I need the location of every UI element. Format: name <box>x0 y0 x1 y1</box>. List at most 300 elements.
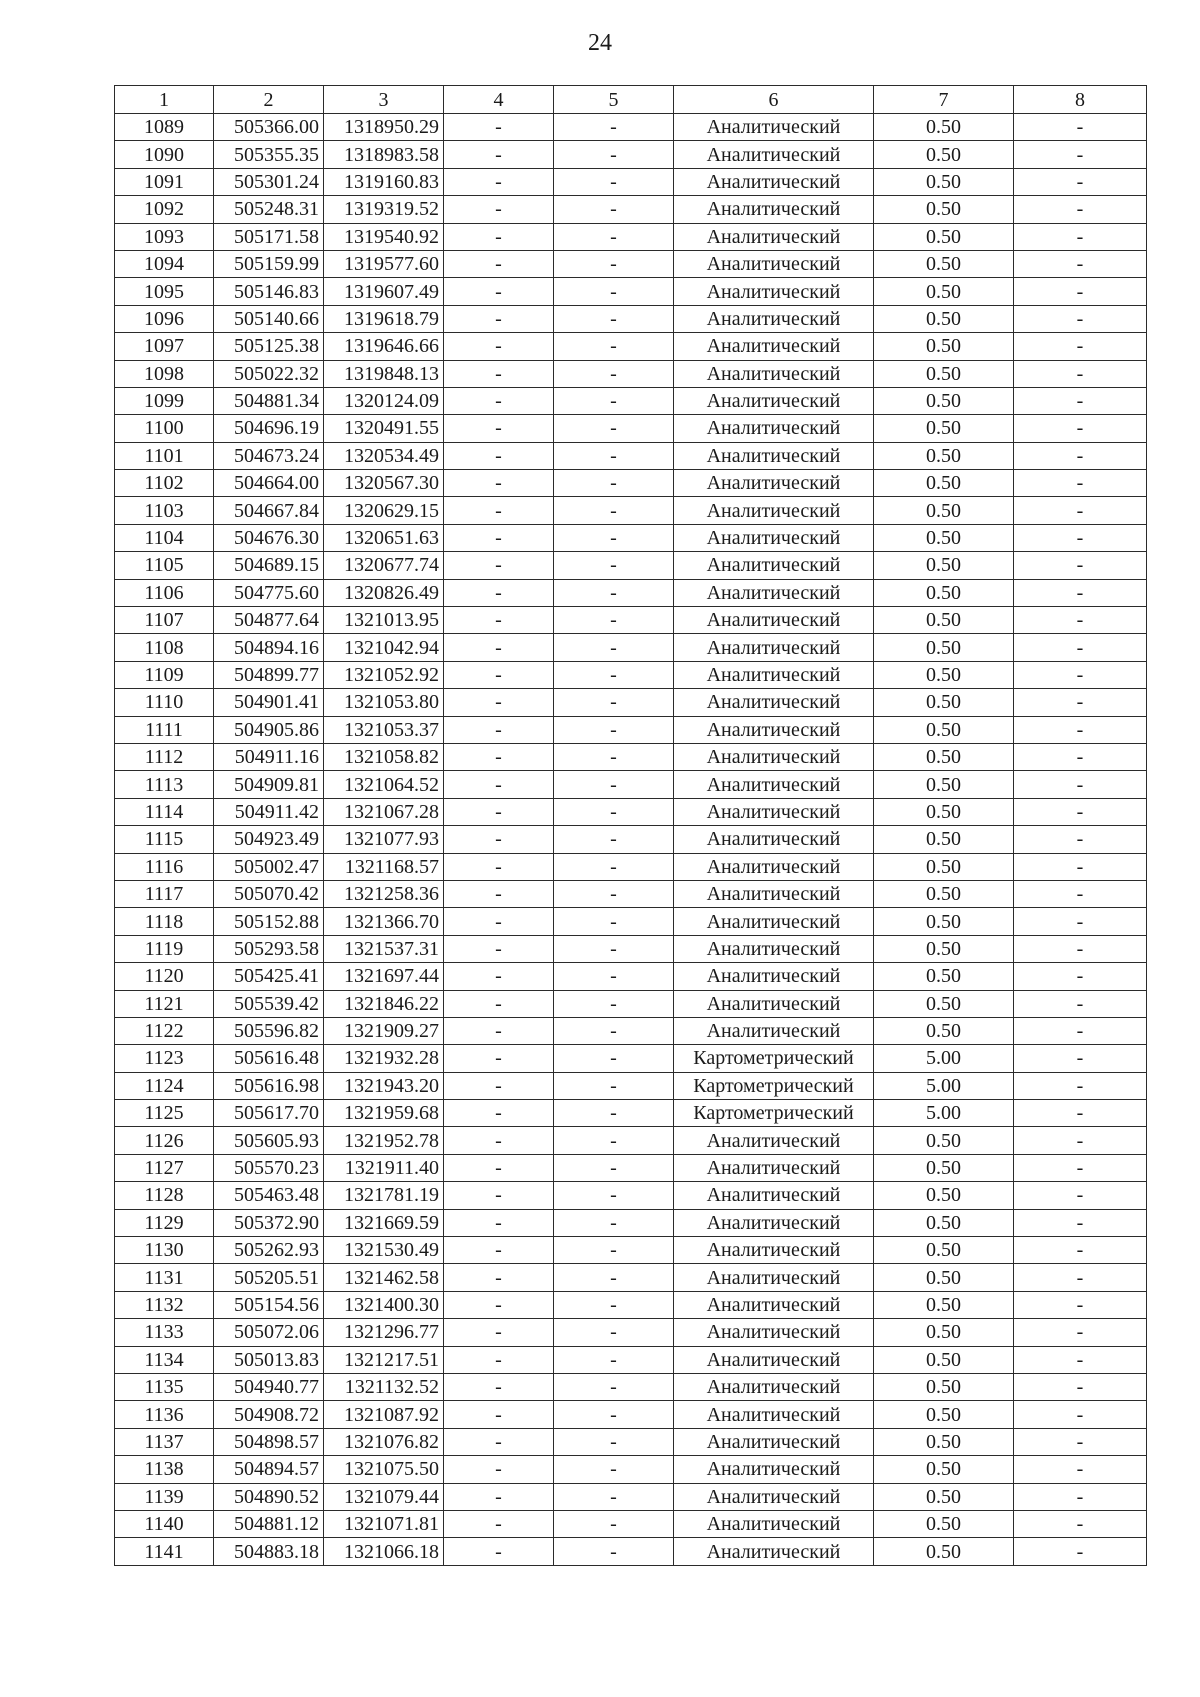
accuracy-cell: 0.50 <box>874 1346 1014 1373</box>
column-4-cell: - <box>444 278 554 305</box>
column-4-cell: - <box>444 1319 554 1346</box>
column-8-cell: - <box>1014 689 1147 716</box>
column-8-cell: - <box>1014 415 1147 442</box>
point-number-cell: 1096 <box>115 305 214 332</box>
column-8-cell: - <box>1014 908 1147 935</box>
method-cell: Аналитический <box>674 716 874 743</box>
column-header: 3 <box>324 86 444 114</box>
method-cell: Аналитический <box>674 1127 874 1154</box>
accuracy-cell: 0.50 <box>874 771 1014 798</box>
x-coordinate-cell: 504899.77 <box>214 661 324 688</box>
column-8-cell: - <box>1014 634 1147 661</box>
y-coordinate-cell: 1320534.49 <box>324 442 444 469</box>
column-8-cell: - <box>1014 168 1147 195</box>
x-coordinate-cell: 505605.93 <box>214 1127 324 1154</box>
column-8-cell: - <box>1014 1456 1147 1483</box>
y-coordinate-cell: 1320651.63 <box>324 524 444 551</box>
x-coordinate-cell: 505070.42 <box>214 880 324 907</box>
x-coordinate-cell: 504923.49 <box>214 826 324 853</box>
accuracy-cell: 0.50 <box>874 1456 1014 1483</box>
table-row <box>115 442 1147 469</box>
x-coordinate-cell: 504894.16 <box>214 634 324 661</box>
method-cell: Аналитический <box>674 1510 874 1537</box>
table-row <box>115 880 1147 907</box>
column-5-cell: - <box>554 1510 674 1537</box>
x-coordinate-cell: 505002.47 <box>214 853 324 880</box>
point-number-cell: 1134 <box>115 1346 214 1373</box>
point-number-cell: 1128 <box>115 1182 214 1209</box>
x-coordinate-cell: 505013.83 <box>214 1346 324 1373</box>
table-row <box>115 114 1147 141</box>
table-row <box>115 1209 1147 1236</box>
x-coordinate-cell: 504901.41 <box>214 689 324 716</box>
accuracy-cell: 0.50 <box>874 524 1014 551</box>
table-row <box>115 415 1147 442</box>
method-cell: Аналитический <box>674 524 874 551</box>
point-number-cell: 1090 <box>115 141 214 168</box>
point-number-cell: 1118 <box>115 908 214 935</box>
y-coordinate-cell: 1321168.57 <box>324 853 444 880</box>
x-coordinate-cell: 505617.70 <box>214 1100 324 1127</box>
table-row <box>115 1237 1147 1264</box>
point-number-cell: 1112 <box>115 743 214 770</box>
method-cell: Аналитический <box>674 935 874 962</box>
column-4-cell: - <box>444 1072 554 1099</box>
method-cell: Аналитический <box>674 1209 874 1236</box>
method-cell: Аналитический <box>674 278 874 305</box>
column-5-cell: - <box>554 360 674 387</box>
column-4-cell: - <box>444 1237 554 1264</box>
point-number-cell: 1141 <box>115 1538 214 1565</box>
column-5-cell: - <box>554 141 674 168</box>
point-number-cell: 1109 <box>115 661 214 688</box>
point-number-cell: 1122 <box>115 1017 214 1044</box>
method-cell: Аналитический <box>674 497 874 524</box>
column-5-cell: - <box>554 1017 674 1044</box>
x-coordinate-cell: 504696.19 <box>214 415 324 442</box>
column-4-cell: - <box>444 771 554 798</box>
method-cell: Аналитический <box>674 196 874 223</box>
column-header: 6 <box>674 86 874 114</box>
column-5-cell: - <box>554 1291 674 1318</box>
column-4-cell: - <box>444 1456 554 1483</box>
x-coordinate-cell: 505171.58 <box>214 223 324 250</box>
column-8-cell: - <box>1014 141 1147 168</box>
column-8-cell: - <box>1014 661 1147 688</box>
column-5-cell: - <box>554 1401 674 1428</box>
column-header: 8 <box>1014 86 1147 114</box>
column-8-cell: - <box>1014 1346 1147 1373</box>
point-number-cell: 1098 <box>115 360 214 387</box>
point-number-cell: 1102 <box>115 470 214 497</box>
y-coordinate-cell: 1321537.31 <box>324 935 444 962</box>
accuracy-cell: 0.50 <box>874 634 1014 661</box>
accuracy-cell: 0.50 <box>874 442 1014 469</box>
point-number-cell: 1121 <box>115 990 214 1017</box>
point-number-cell: 1108 <box>115 634 214 661</box>
column-5-cell: - <box>554 1209 674 1236</box>
method-cell: Аналитический <box>674 333 874 360</box>
column-5-cell: - <box>554 470 674 497</box>
column-5-cell: - <box>554 880 674 907</box>
point-number-cell: 1101 <box>115 442 214 469</box>
column-8-cell: - <box>1014 223 1147 250</box>
method-cell: Аналитический <box>674 1538 874 1565</box>
column-4-cell: - <box>444 1264 554 1291</box>
column-4-cell: - <box>444 1538 554 1565</box>
method-cell: Аналитический <box>674 1346 874 1373</box>
table-row <box>115 1127 1147 1154</box>
accuracy-cell: 0.50 <box>874 497 1014 524</box>
column-5-cell: - <box>554 333 674 360</box>
column-5-cell: - <box>554 1346 674 1373</box>
method-cell: Аналитический <box>674 1017 874 1044</box>
method-cell: Аналитический <box>674 607 874 634</box>
table-row <box>115 853 1147 880</box>
column-4-cell: - <box>444 826 554 853</box>
column-4-cell: - <box>444 798 554 825</box>
column-8-cell: - <box>1014 278 1147 305</box>
column-5-cell: - <box>554 1154 674 1181</box>
accuracy-cell: 0.50 <box>874 470 1014 497</box>
column-4-cell: - <box>444 1373 554 1400</box>
y-coordinate-cell: 1319848.13 <box>324 360 444 387</box>
column-4-cell: - <box>444 935 554 962</box>
x-coordinate-cell: 504894.57 <box>214 1456 324 1483</box>
column-4-cell: - <box>444 1346 554 1373</box>
accuracy-cell: 0.50 <box>874 1373 1014 1400</box>
column-5-cell: - <box>554 935 674 962</box>
table-row <box>115 250 1147 277</box>
point-number-cell: 1110 <box>115 689 214 716</box>
method-cell: Аналитический <box>674 360 874 387</box>
column-5-cell: - <box>554 1127 674 1154</box>
table-row <box>115 1319 1147 1346</box>
y-coordinate-cell: 1320629.15 <box>324 497 444 524</box>
column-4-cell: - <box>444 223 554 250</box>
column-5-cell: - <box>554 1100 674 1127</box>
y-coordinate-cell: 1318983.58 <box>324 141 444 168</box>
x-coordinate-cell: 505205.51 <box>214 1264 324 1291</box>
table-row <box>115 1291 1147 1318</box>
method-cell: Аналитический <box>674 689 874 716</box>
table-row <box>115 689 1147 716</box>
table-row <box>115 1456 1147 1483</box>
y-coordinate-cell: 1321217.51 <box>324 1346 444 1373</box>
column-8-cell: - <box>1014 579 1147 606</box>
column-8-cell: - <box>1014 1428 1147 1455</box>
method-cell: Аналитический <box>674 1373 874 1400</box>
accuracy-cell: 0.50 <box>874 963 1014 990</box>
point-number-cell: 1117 <box>115 880 214 907</box>
accuracy-cell: 0.50 <box>874 333 1014 360</box>
x-coordinate-cell: 504881.12 <box>214 1510 324 1537</box>
x-coordinate-cell: 504890.52 <box>214 1483 324 1510</box>
column-4-cell: - <box>444 114 554 141</box>
column-4-cell: - <box>444 743 554 770</box>
column-5-cell: - <box>554 1319 674 1346</box>
accuracy-cell: 0.50 <box>874 1510 1014 1537</box>
column-5-cell: - <box>554 278 674 305</box>
method-cell: Аналитический <box>674 552 874 579</box>
column-5-cell: - <box>554 771 674 798</box>
column-4-cell: - <box>444 963 554 990</box>
accuracy-cell: 0.50 <box>874 607 1014 634</box>
page-number: 24 <box>588 30 612 56</box>
accuracy-cell: 0.50 <box>874 1264 1014 1291</box>
column-4-cell: - <box>444 661 554 688</box>
accuracy-cell: 0.50 <box>874 1428 1014 1455</box>
table-row <box>115 223 1147 250</box>
accuracy-cell: 0.50 <box>874 1127 1014 1154</box>
column-4-cell: - <box>444 168 554 195</box>
column-8-cell: - <box>1014 1373 1147 1400</box>
y-coordinate-cell: 1321781.19 <box>324 1182 444 1209</box>
column-5-cell: - <box>554 990 674 1017</box>
x-coordinate-cell: 505154.56 <box>214 1291 324 1318</box>
column-5-cell: - <box>554 1456 674 1483</box>
method-cell: Аналитический <box>674 1319 874 1346</box>
y-coordinate-cell: 1321058.82 <box>324 743 444 770</box>
point-number-cell: 1089 <box>115 114 214 141</box>
table-row <box>115 141 1147 168</box>
table-row <box>115 305 1147 332</box>
y-coordinate-cell: 1319607.49 <box>324 278 444 305</box>
column-8-cell: - <box>1014 1237 1147 1264</box>
column-8-cell: - <box>1014 880 1147 907</box>
accuracy-cell: 0.50 <box>874 141 1014 168</box>
method-cell: Аналитический <box>674 1483 874 1510</box>
column-4-cell: - <box>444 607 554 634</box>
column-4-cell: - <box>444 1017 554 1044</box>
column-header: 2 <box>214 86 324 114</box>
column-8-cell: - <box>1014 305 1147 332</box>
column-4-cell: - <box>444 196 554 223</box>
column-8-cell: - <box>1014 552 1147 579</box>
x-coordinate-cell: 505152.88 <box>214 908 324 935</box>
column-5-cell: - <box>554 908 674 935</box>
y-coordinate-cell: 1321052.92 <box>324 661 444 688</box>
x-coordinate-cell: 505596.82 <box>214 1017 324 1044</box>
y-coordinate-cell: 1320124.09 <box>324 387 444 414</box>
table-row <box>115 743 1147 770</box>
x-coordinate-cell: 504905.86 <box>214 716 324 743</box>
point-number-cell: 1115 <box>115 826 214 853</box>
accuracy-cell: 0.50 <box>874 716 1014 743</box>
accuracy-cell: 0.50 <box>874 196 1014 223</box>
y-coordinate-cell: 1319540.92 <box>324 223 444 250</box>
column-8-cell: - <box>1014 1538 1147 1565</box>
accuracy-cell: 0.50 <box>874 826 1014 853</box>
table-row <box>115 470 1147 497</box>
y-coordinate-cell: 1321066.18 <box>324 1538 444 1565</box>
y-coordinate-cell: 1321079.44 <box>324 1483 444 1510</box>
point-number-cell: 1100 <box>115 415 214 442</box>
column-5-cell: - <box>554 1483 674 1510</box>
point-number-cell: 1094 <box>115 250 214 277</box>
column-5-cell: - <box>554 223 674 250</box>
y-coordinate-cell: 1321071.81 <box>324 1510 444 1537</box>
y-coordinate-cell: 1321132.52 <box>324 1373 444 1400</box>
x-coordinate-cell: 505159.99 <box>214 250 324 277</box>
column-5-cell: - <box>554 1072 674 1099</box>
column-8-cell: - <box>1014 798 1147 825</box>
column-8-cell: - <box>1014 442 1147 469</box>
column-4-cell: - <box>444 1127 554 1154</box>
method-cell: Аналитический <box>674 853 874 880</box>
y-coordinate-cell: 1319160.83 <box>324 168 444 195</box>
method-cell: Аналитический <box>674 141 874 168</box>
point-number-cell: 1127 <box>115 1154 214 1181</box>
x-coordinate-cell: 504673.24 <box>214 442 324 469</box>
x-coordinate-cell: 505072.06 <box>214 1319 324 1346</box>
table-row <box>115 634 1147 661</box>
accuracy-cell: 0.50 <box>874 1538 1014 1565</box>
table-row <box>115 1154 1147 1181</box>
y-coordinate-cell: 1321952.78 <box>324 1127 444 1154</box>
y-coordinate-cell: 1321053.80 <box>324 689 444 716</box>
table-row <box>115 1072 1147 1099</box>
y-coordinate-cell: 1318950.29 <box>324 114 444 141</box>
y-coordinate-cell: 1319577.60 <box>324 250 444 277</box>
x-coordinate-cell: 504911.16 <box>214 743 324 770</box>
y-coordinate-cell: 1320491.55 <box>324 415 444 442</box>
method-cell: Аналитический <box>674 470 874 497</box>
y-coordinate-cell: 1321053.37 <box>324 716 444 743</box>
column-5-cell: - <box>554 607 674 634</box>
table-row <box>115 1483 1147 1510</box>
column-8-cell: - <box>1014 470 1147 497</box>
method-cell: Аналитический <box>674 223 874 250</box>
method-cell: Аналитический <box>674 250 874 277</box>
y-coordinate-cell: 1321087.92 <box>324 1401 444 1428</box>
y-coordinate-cell: 1320567.30 <box>324 470 444 497</box>
point-number-cell: 1111 <box>115 716 214 743</box>
y-coordinate-cell: 1320677.74 <box>324 552 444 579</box>
y-coordinate-cell: 1321530.49 <box>324 1237 444 1264</box>
accuracy-cell: 5.00 <box>874 1072 1014 1099</box>
table-row <box>115 524 1147 551</box>
method-cell: Аналитический <box>674 743 874 770</box>
column-8-cell: - <box>1014 743 1147 770</box>
column-4-cell: - <box>444 1154 554 1181</box>
x-coordinate-cell: 505146.83 <box>214 278 324 305</box>
table-row <box>115 1100 1147 1127</box>
table-row <box>115 716 1147 743</box>
table-row <box>115 771 1147 798</box>
point-number-cell: 1137 <box>115 1428 214 1455</box>
y-coordinate-cell: 1321462.58 <box>324 1264 444 1291</box>
column-4-cell: - <box>444 880 554 907</box>
x-coordinate-cell: 505616.98 <box>214 1072 324 1099</box>
x-coordinate-cell: 505570.23 <box>214 1154 324 1181</box>
method-cell: Картометрический <box>674 1045 874 1072</box>
y-coordinate-cell: 1321959.68 <box>324 1100 444 1127</box>
point-number-cell: 1097 <box>115 333 214 360</box>
column-8-cell: - <box>1014 935 1147 962</box>
column-5-cell: - <box>554 415 674 442</box>
accuracy-cell: 0.50 <box>874 250 1014 277</box>
accuracy-cell: 0.50 <box>874 1483 1014 1510</box>
column-5-cell: - <box>554 689 674 716</box>
y-coordinate-cell: 1321697.44 <box>324 963 444 990</box>
point-number-cell: 1105 <box>115 552 214 579</box>
method-cell: Аналитический <box>674 1401 874 1428</box>
x-coordinate-cell: 504940.77 <box>214 1373 324 1400</box>
y-coordinate-cell: 1321075.50 <box>324 1456 444 1483</box>
x-coordinate-cell: 504676.30 <box>214 524 324 551</box>
method-cell: Аналитический <box>674 963 874 990</box>
point-number-cell: 1114 <box>115 798 214 825</box>
column-header: 4 <box>444 86 554 114</box>
point-number-cell: 1113 <box>115 771 214 798</box>
column-4-cell: - <box>444 1100 554 1127</box>
column-4-cell: - <box>444 333 554 360</box>
method-cell: Аналитический <box>674 1237 874 1264</box>
method-cell: Аналитический <box>674 826 874 853</box>
column-8-cell: - <box>1014 1209 1147 1236</box>
column-5-cell: - <box>554 1264 674 1291</box>
method-cell: Аналитический <box>674 661 874 688</box>
x-coordinate-cell: 504877.64 <box>214 607 324 634</box>
accuracy-cell: 0.50 <box>874 387 1014 414</box>
method-cell: Аналитический <box>674 908 874 935</box>
x-coordinate-cell: 504881.34 <box>214 387 324 414</box>
header-row <box>115 86 1147 114</box>
method-cell: Аналитический <box>674 1154 874 1181</box>
method-cell: Аналитический <box>674 442 874 469</box>
x-coordinate-cell: 505372.90 <box>214 1209 324 1236</box>
column-4-cell: - <box>444 990 554 1017</box>
accuracy-cell: 5.00 <box>874 1045 1014 1072</box>
accuracy-cell: 0.50 <box>874 935 1014 962</box>
point-number-cell: 1106 <box>115 579 214 606</box>
column-5-cell: - <box>554 1538 674 1565</box>
column-4-cell: - <box>444 552 554 579</box>
y-coordinate-cell: 1321909.27 <box>324 1017 444 1044</box>
method-cell: Аналитический <box>674 1456 874 1483</box>
table-row <box>115 607 1147 634</box>
table-row <box>115 826 1147 853</box>
column-5-cell: - <box>554 826 674 853</box>
x-coordinate-cell: 505616.48 <box>214 1045 324 1072</box>
column-4-cell: - <box>444 1401 554 1428</box>
column-8-cell: - <box>1014 1319 1147 1346</box>
x-coordinate-cell: 505539.42 <box>214 990 324 1017</box>
point-number-cell: 1140 <box>115 1510 214 1537</box>
table-row <box>115 387 1147 414</box>
column-4-cell: - <box>444 853 554 880</box>
y-coordinate-cell: 1321932.28 <box>324 1045 444 1072</box>
accuracy-cell: 0.50 <box>874 305 1014 332</box>
table-row <box>115 552 1147 579</box>
method-cell: Аналитический <box>674 634 874 661</box>
accuracy-cell: 5.00 <box>874 1100 1014 1127</box>
column-8-cell: - <box>1014 1154 1147 1181</box>
table-row <box>115 1346 1147 1373</box>
table-body <box>115 114 1147 1566</box>
column-header: 5 <box>554 86 674 114</box>
method-cell: Аналитический <box>674 798 874 825</box>
table-row <box>115 278 1147 305</box>
x-coordinate-cell: 504883.18 <box>214 1538 324 1565</box>
column-4-cell: - <box>444 716 554 743</box>
column-8-cell: - <box>1014 333 1147 360</box>
column-8-cell: - <box>1014 196 1147 223</box>
point-number-cell: 1129 <box>115 1209 214 1236</box>
column-4-cell: - <box>444 360 554 387</box>
point-number-cell: 1138 <box>115 1456 214 1483</box>
